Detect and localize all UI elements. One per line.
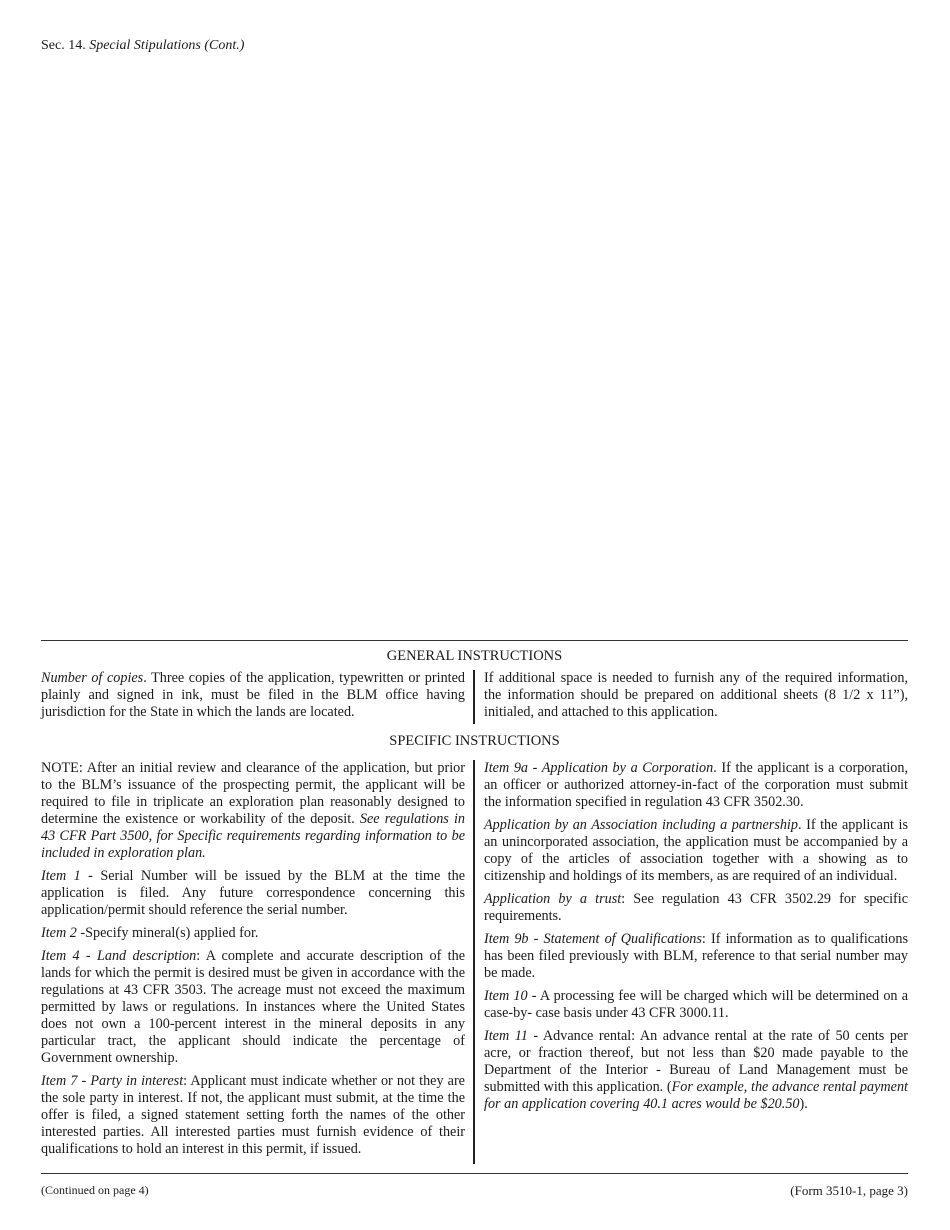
item1-text: - Serial Number will be issued by the BLM at the time the application is filed. Any future correspondence concerning this application/permit should reference the serial number. <box>41 868 466 918</box>
item9b-lead: Item 9b - Statement of Qualifications <box>484 931 702 947</box>
bottom-divider <box>41 1173 908 1174</box>
item11-lead: Item 11 <box>484 1028 528 1044</box>
form-reference: (Form 3510-1, page 3) <box>790 1183 908 1198</box>
item11-text: - Advance rental: An advance rental at the rate of 50 cents per acre, or fraction thereof, but not less than $20 made payable to the Department of the Interior - Bureau of Land Management must be submitted with this application. ( <box>484 1028 908 1095</box>
number-of-copies-lead: Number of copies <box>41 670 144 686</box>
general-right-column <box>473 670 908 724</box>
specific-right-column <box>473 760 908 1164</box>
trust-text: : See regulation 43 CFR 3502.29 for specific requirements. <box>484 891 908 924</box>
item4-paragraph <box>41 948 465 1067</box>
additional-space-paragraph: If additional space is needed to furnish any of the required information, the information should be prepared on additional sheets (8 1/2 x 11”), initialed, and attached to this application. <box>484 670 908 720</box>
item11-paragraph <box>484 1028 908 1113</box>
item11-example: For example, the advance rental payment for an application covering 40.1 acres would be $20.50 <box>484 1079 908 1112</box>
association-paragraph <box>484 817 908 885</box>
continued-note: (Continued on page 4) <box>41 1183 149 1197</box>
general-instructions-columns <box>41 670 908 724</box>
item7-text: : Applicant must indicate whether or not they are the sole party in interest. If not, the applicant must submit, at the time the offer is filed, a signed statement setting forth the names of the other interested parties. All interested parties must furnish evidence of their qualifications to hold an interest in this permit, if issued. <box>41 1073 465 1157</box>
item11-end: ). <box>799 1096 808 1112</box>
item2-text: -Specify mineral(s) applied for. <box>76 925 259 941</box>
item4-text: : A complete and accurate description of the lands for which the permit is desired must be given in accordance with the regulations at 43 CFR 3503. The acreage must not exceed the maximum permitted by laws or regulations. In instances where the United States does not own a 100-percent interest in the mineral deposits in any particular tract, the applicant should indicate the percentage of Government ownership. <box>41 948 465 1066</box>
item4-lead: Item 4 - Land description <box>41 948 197 964</box>
item10-lead: Item 10 <box>484 988 528 1004</box>
item1-paragraph <box>41 868 465 919</box>
association-text: . If the applicant is an unincorporated association, the application must be accompanied by a copy of the articles of association together with a showing as to citizenship and holdings of its members, as are required of an individual. <box>484 817 909 884</box>
item9b-paragraph <box>484 931 908 982</box>
association-lead: Application by an Association including a partnership <box>484 817 798 833</box>
number-of-copies-text: . Three copies of the application, typewritten or printed plainly and signed in ink, must be filed in the BLM office having jurisdiction for the State in which the lands are located. <box>41 670 465 720</box>
item1-lead: Item 1 <box>41 868 81 884</box>
number-of-copies-paragraph <box>41 670 465 721</box>
specific-left-column <box>41 760 473 1164</box>
item9a-paragraph <box>484 760 908 811</box>
item10-text: - A processing fee will be charged which will be determined on a case-by- case basis under 43 CFR 3000.11. <box>484 988 908 1021</box>
specific-instructions-heading: SPECIFIC INSTRUCTIONS <box>389 733 560 749</box>
section-name: Special Stipulations (Cont.) <box>89 38 245 53</box>
item9a-lead: Item 9a - Application by a Corporation <box>484 760 714 776</box>
note-italic: See regulations in 43 CFR Part 3500, for Specific requirements regarding information to be included in exploration plan. <box>41 811 465 861</box>
note-text: NOTE: After an initial review and clearance of the application, but prior to the BLM’s issuance of the prospecting permit, the applicant will be required to file in triplicate an exploration plan reasonably designed to determine the existence or workability of the deposit. <box>41 760 465 827</box>
general-instructions-heading: GENERAL INSTRUCTIONS <box>386 648 563 664</box>
section-number: Sec. 14. <box>41 38 86 53</box>
note-paragraph <box>41 760 465 862</box>
item2-lead: Item 2 <box>41 925 77 941</box>
item9a-text: . If the applicant is a corporation, an officer or authorized attorney-in-fact of the corporation must submit the information specified in regulation 43 CFR 3502.30. <box>484 760 908 810</box>
specific-instructions-columns <box>41 760 908 1164</box>
top-divider <box>41 640 908 641</box>
section-title <box>41 38 244 54</box>
trust-paragraph <box>484 891 908 925</box>
item7-paragraph <box>41 1073 465 1158</box>
item2-paragraph <box>41 925 465 942</box>
item7-lead: Item 7 - Party in interest <box>41 1073 184 1089</box>
item9b-text: : If information as to qualifications has been filed previously with BLM, reference to that serial number may be made. <box>484 931 908 981</box>
trust-lead: Application by a trust <box>484 891 622 907</box>
item10-paragraph <box>484 988 908 1022</box>
general-left-column <box>41 670 473 724</box>
